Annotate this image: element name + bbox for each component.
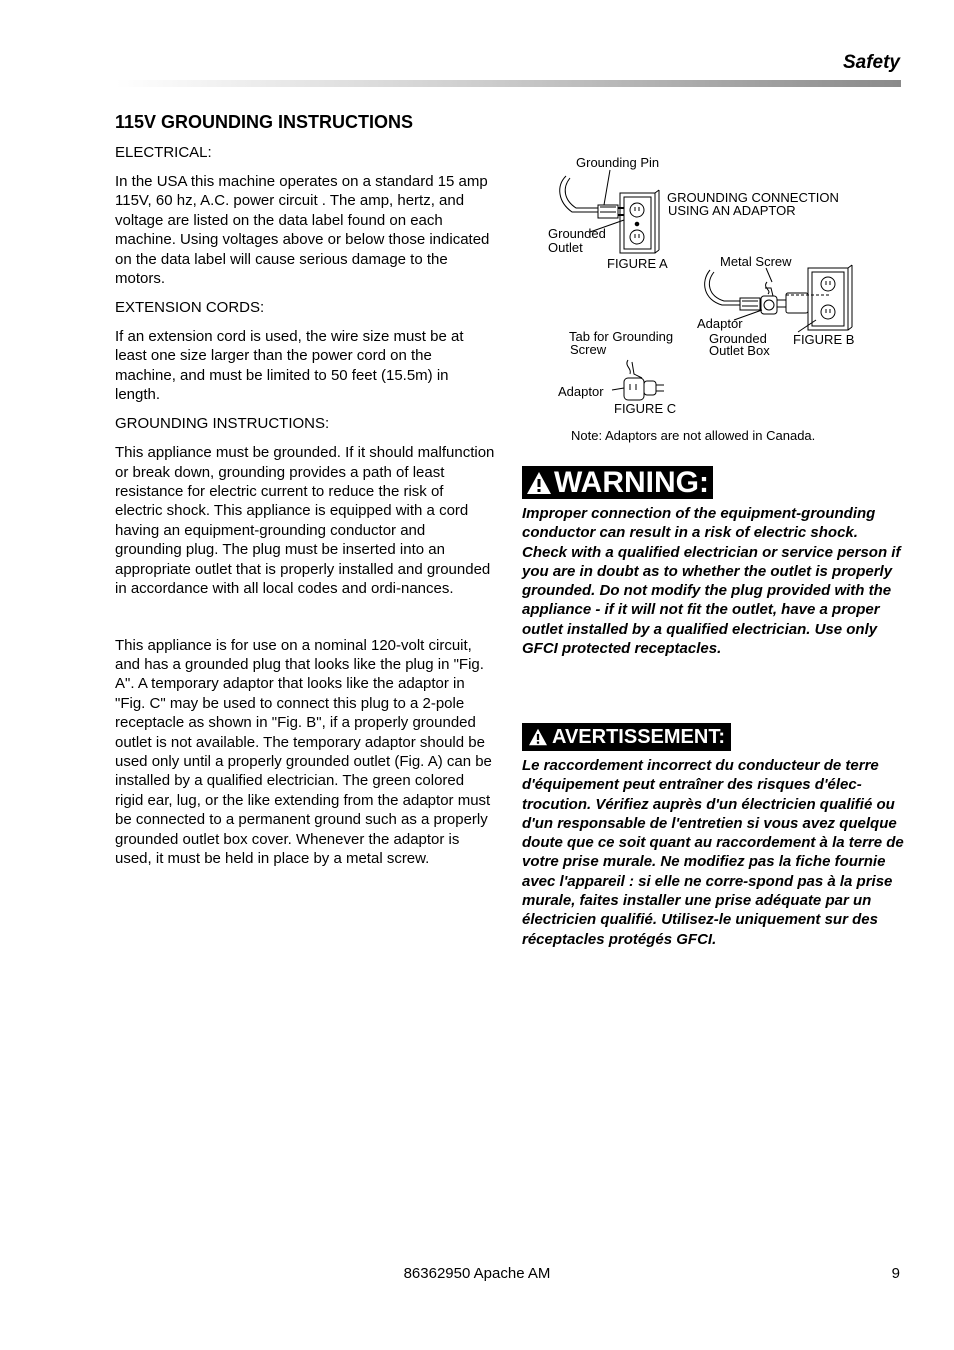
canada-note: Note: Adaptors are not allowed in Canada.: [571, 428, 816, 443]
label-connection-title-1: GROUNDING CONNECTION: [667, 190, 839, 205]
label-tab-2: Screw: [570, 342, 607, 357]
label-adaptor-c: Adaptor: [558, 384, 604, 399]
fig-c-tab: [632, 362, 642, 378]
grounding-heading: GROUNDING INSTRUCTIONS:: [115, 415, 330, 433]
label-grounded-box-1: Grounded: [709, 331, 767, 346]
fig-a-pin-leader: [604, 170, 610, 205]
avertissement-badge: [522, 723, 731, 751]
label-figure-b: FIGURE B: [793, 332, 855, 347]
grounding-diagram: [540, 150, 920, 450]
label-grounded-box-2: Outlet Box: [709, 343, 770, 358]
warning-badge: [522, 466, 713, 499]
label-adaptor-b: Adaptor: [697, 316, 743, 331]
fig-b-adaptor: [761, 296, 777, 314]
fig-b-screw-leader: [766, 268, 772, 282]
grounding-instructions-column: [115, 112, 495, 878]
footer-document-id: 86362950 Apache AM: [403, 1265, 551, 1282]
warning-label: WARNING:: [554, 466, 709, 499]
warning-text: Improper connection of the equipment-grounding conductor can result in a risk of electric shock. Check with a qualified electrician or service person if you are in doubt as to whether the outlet is properly grounded. Do not modify the plug provided with the appliance - if it will not fit the outlet, have a proper outlet installed by a qualified electrician. Use only GFCI protected receptacles.: [522, 505, 901, 658]
label-metal-screw: Metal Screw: [720, 254, 792, 269]
label-figure-a: FIGURE A: [607, 256, 668, 271]
extension-cords-heading: EXTENSION CORDS:: [115, 299, 265, 317]
label-grounded-outlet-1: Grounded: [548, 226, 606, 241]
header-rule: [116, 80, 901, 87]
avertissement-text: Le raccordement incorrect du conducteur de terre d'équipement peut entraîner des risques d'élec-trocution. Vérifiez auprès d'un électricien qualifié ou d'un responsable de l'entretien si vous avez quelque doute que ce soit quant au raccordement à la terre de votre prise murale. Ne modifiez pas la fiche fournie avec l'appareil : si elle ne corre-spond pas à la prise murale, faites installer une prise adéquate par un électricien qualifié. Utilisez-le uniquement sur des réceptacles protégés GFCI.: [522, 757, 904, 948]
extension-cords-paragraph: If an extension cord is used, the wire size must be at least one size larger than the power cord on the machine, and must be limited to 50 feet (15.5m) in length.: [115, 328, 464, 404]
label-grounding-pin: Grounding Pin: [576, 155, 660, 170]
fig-c-adaptor-leader: [612, 388, 624, 390]
label-grounded-outlet-2: Outlet: [548, 240, 583, 255]
fig-c-adaptor: [624, 378, 644, 400]
label-connection-title-2: USING AN ADAPTOR: [668, 203, 796, 218]
electrical-paragraph: In the USA this machine operates on a standard 15 amp 115V, 60 hz, A.C. power circuit . The amp, hertz, and voltage are listed on the data label found on each machine. Using voltages above or below those indicated on the data label will cause serious damage to the motors.: [115, 173, 490, 288]
grounding-paragraph: This appliance must be grounded. If it should malfunction or break down, grounding provides a path of least resistance for electric current to reduce the risk of electric shock. This appliance is equipped with a cord having an equipment-grounding conductor and grounding plug. The plug must be inserted into an appropriate outlet that is properly installed and grounded in accordance with all local codes and ordi-nances.: [115, 444, 495, 598]
label-figure-c: FIGURE C: [614, 401, 677, 416]
warning-triangle-icon: [526, 471, 552, 495]
section-title: Safety: [842, 52, 900, 73]
footer-page-number: 9: [891, 1265, 900, 1282]
label-tab-1: Tab for Grounding: [569, 329, 674, 344]
adaptor-paragraph: This appliance is for use on a nominal 120-volt circuit, and has a grounded plug that looks like the plug in "Fig. A". A temporary adaptor that looks like the adaptor in "Fig. C" may be used to connect this plug to a 2-pole receptacle as shown in "Fig. B", if a properly grounded outlet is not available. The temporary adaptor should be used only until a properly grounded outlet (Fig. A) can be installed by a qualified electrician. The green colored rigid ear, lug, or the like extending from the adaptor must be connected to a permanent ground such as a properly grounded outlet box cover. Whenever the adaptor is used, it must be held in place by a metal screw.: [115, 636, 492, 867]
section-heading: 115V GROUNDING INSTRUCTIONS: [115, 112, 414, 132]
avertissement-label: AVERTISSEMENT:: [552, 726, 725, 748]
warning-triangle-icon: [528, 728, 548, 746]
electrical-heading: ELECTRICAL:: [115, 144, 212, 161]
fig-a-cord-inner: [565, 178, 598, 208]
